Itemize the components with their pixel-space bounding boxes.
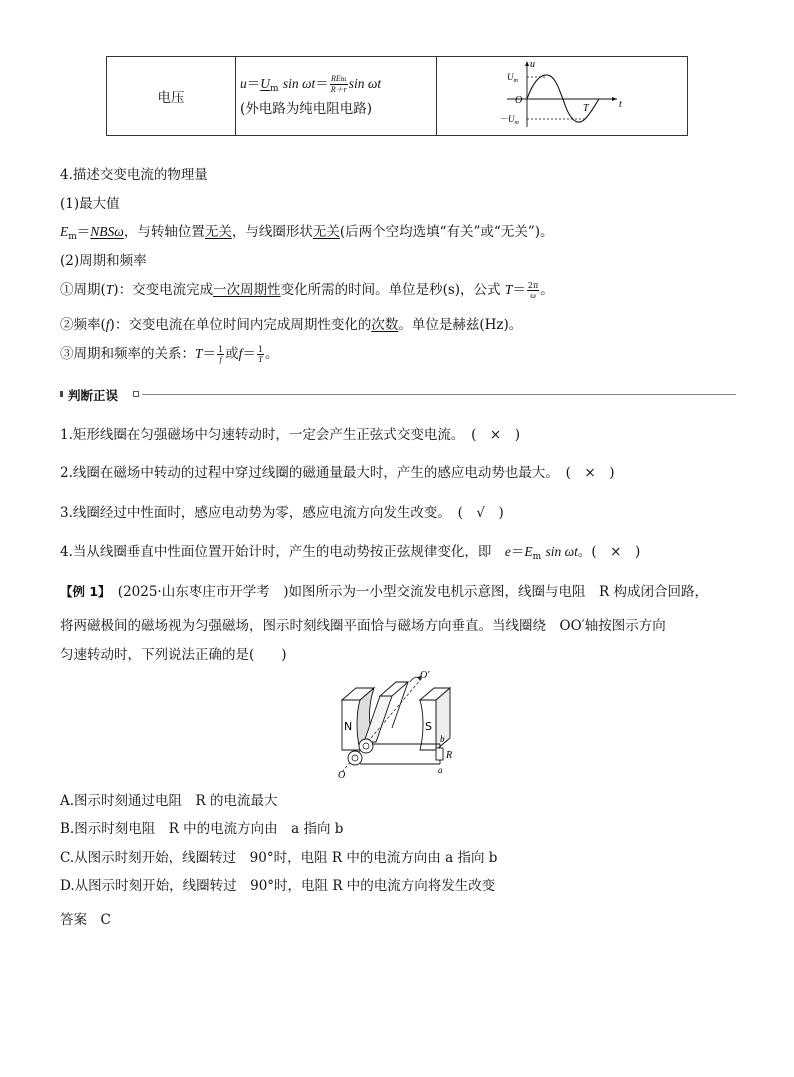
judge-item-4: 4.当从线圈垂直中性面位置开始计时，产生的电动势按正弦规律变化，即 $e=E_m$ sin ωt。( × ) bbox=[60, 544, 641, 562]
period-heading: (2)周期和频率 bbox=[60, 253, 147, 269]
row-label-cell bbox=[107, 57, 236, 136]
generator-diagram bbox=[328, 668, 468, 782]
voltage-fraction: $\frac{\text{REm}}{R+r}$ bbox=[330, 74, 347, 94]
point-b-label: b bbox=[440, 734, 445, 744]
judge-item-2: 2.线圈在磁场中转动的过程中穿过线圈的磁通量最大时，产生的感应电动势也最大。 ( × ) bbox=[60, 465, 615, 481]
example-line-1: 【例 1】 (2025·山东枣庄市开学考 )如图所示为一小型交流发电机示意图，线圈与电阻 R 构成闭合回路， bbox=[60, 584, 708, 600]
period-label: T bbox=[583, 103, 589, 114]
period-frequency-relation: ③周期和频率的关系：T＝ $\frac{1}{f}$ 或f＝ $\frac{1}{T}$ 。 bbox=[60, 345, 279, 364]
judge-section-title: 判断正误 bbox=[68, 388, 119, 403]
blank-nbs: NBSω bbox=[90, 224, 124, 239]
blank-shape: 无关 bbox=[312, 224, 340, 240]
max-value-line: $E_m=NBS\omega$，与转轴位置无关，与线圈形状无关(后两个空均选填“有关”或“无关”)。 bbox=[60, 224, 554, 242]
option-c: C.从图示时刻开始，线圈转过 90°时，电阻 R 中的电流方向由 a 指向 b bbox=[60, 850, 498, 866]
table-row bbox=[107, 57, 688, 136]
max-value-heading: (1)最大值 bbox=[60, 196, 120, 212]
period-definition: ①周期(T)：交变电流完成一次周期性变化所需的时间。单位是秒(s)，公式 T＝ $\frac{2\pi}{\omega}$ 。 bbox=[60, 281, 554, 300]
blank-frequency: 次数 bbox=[371, 317, 399, 333]
voltage-formula: $u=U_m$ sin ωt＝ $\frac{\text{REm}}{R+r}$ sin ωt bbox=[239, 74, 382, 94]
judge-item-1: 1.矩形线圈在匀强磁场中匀速转动时，一定会产生正弦式交变电流。 ( × ) bbox=[60, 427, 520, 443]
comparison-table bbox=[106, 56, 688, 136]
blank-period: 一次周期性 bbox=[213, 282, 281, 298]
origin-label: O bbox=[515, 95, 523, 106]
answer-label: 答案 bbox=[60, 912, 87, 928]
option-b: B.图示时刻电阻 R 中的电流方向由 a 指向 b bbox=[60, 821, 344, 837]
circuit-note: (外电路为纯电阻电路) bbox=[239, 100, 373, 117]
row-label: 电压 bbox=[157, 90, 185, 106]
answer-value: C bbox=[100, 912, 111, 928]
relation-fraction-1: $\frac{1}{f}$ bbox=[218, 345, 224, 364]
section-marker bbox=[60, 391, 63, 397]
t-axis-arrow bbox=[612, 97, 617, 101]
formula-cell bbox=[235, 57, 436, 136]
axis-label-bottom: O bbox=[338, 770, 346, 781]
judge-section-bar bbox=[60, 386, 736, 402]
axis-label-top: O′ bbox=[420, 670, 430, 681]
example-line-3: 匀速转动时，下列说法正确的是( ) bbox=[60, 647, 287, 663]
voltage-sine-graph bbox=[437, 57, 685, 135]
example-line-2: 将两磁极间的磁场视为匀强磁场，图示时刻线圈平面恰与磁场方向垂直。当线圈绕 OO′轴按图示方向 bbox=[60, 618, 666, 634]
u-axis-label: u bbox=[530, 59, 536, 70]
point-a-label: a bbox=[438, 765, 443, 775]
slip-ring-1 bbox=[359, 739, 373, 753]
judge-item-3: 3.线圈经过中性面时，感应电动势为零，感应电流方向发生改变。 ( √ ) bbox=[60, 505, 504, 521]
slip-ring-2 bbox=[348, 751, 362, 765]
option-d: D.从图示时刻开始，线圈转过 90°时，电阻 R 中的电流方向将发生改变 bbox=[60, 878, 496, 894]
blank-axis: 无关 bbox=[204, 224, 232, 240]
t-axis-label: t bbox=[619, 99, 622, 110]
um-label: $U_m$ bbox=[507, 72, 518, 84]
section-square-icon bbox=[133, 391, 139, 397]
resistor bbox=[436, 748, 443, 760]
graph-cell bbox=[437, 57, 688, 136]
resistor-label: R bbox=[446, 750, 453, 761]
section-divider bbox=[142, 394, 736, 395]
n-pole-label: N bbox=[344, 720, 353, 733]
u-axis-arrow bbox=[525, 61, 529, 66]
sine-curve bbox=[527, 75, 599, 122]
neg-um-label: $-U_m$ bbox=[499, 114, 519, 126]
example-tag: 【例 1】 bbox=[60, 584, 105, 599]
s-pole-label: S bbox=[425, 720, 432, 733]
section-heading: 4.描述交变电流的物理量 bbox=[60, 167, 208, 183]
answer-line bbox=[60, 908, 111, 928]
option-a: A.图示时刻通过电阻 R 的电流最大 bbox=[60, 793, 278, 809]
frequency-definition: ②频率(f)：交变电流在单位时间内完成周期性变化的次数。单位是赫兹(Hz)。 bbox=[60, 317, 523, 333]
period-fraction: $\frac{2\pi}{\omega}$ bbox=[527, 281, 539, 300]
relation-fraction-2: $\frac{1}{T}$ bbox=[257, 345, 263, 364]
